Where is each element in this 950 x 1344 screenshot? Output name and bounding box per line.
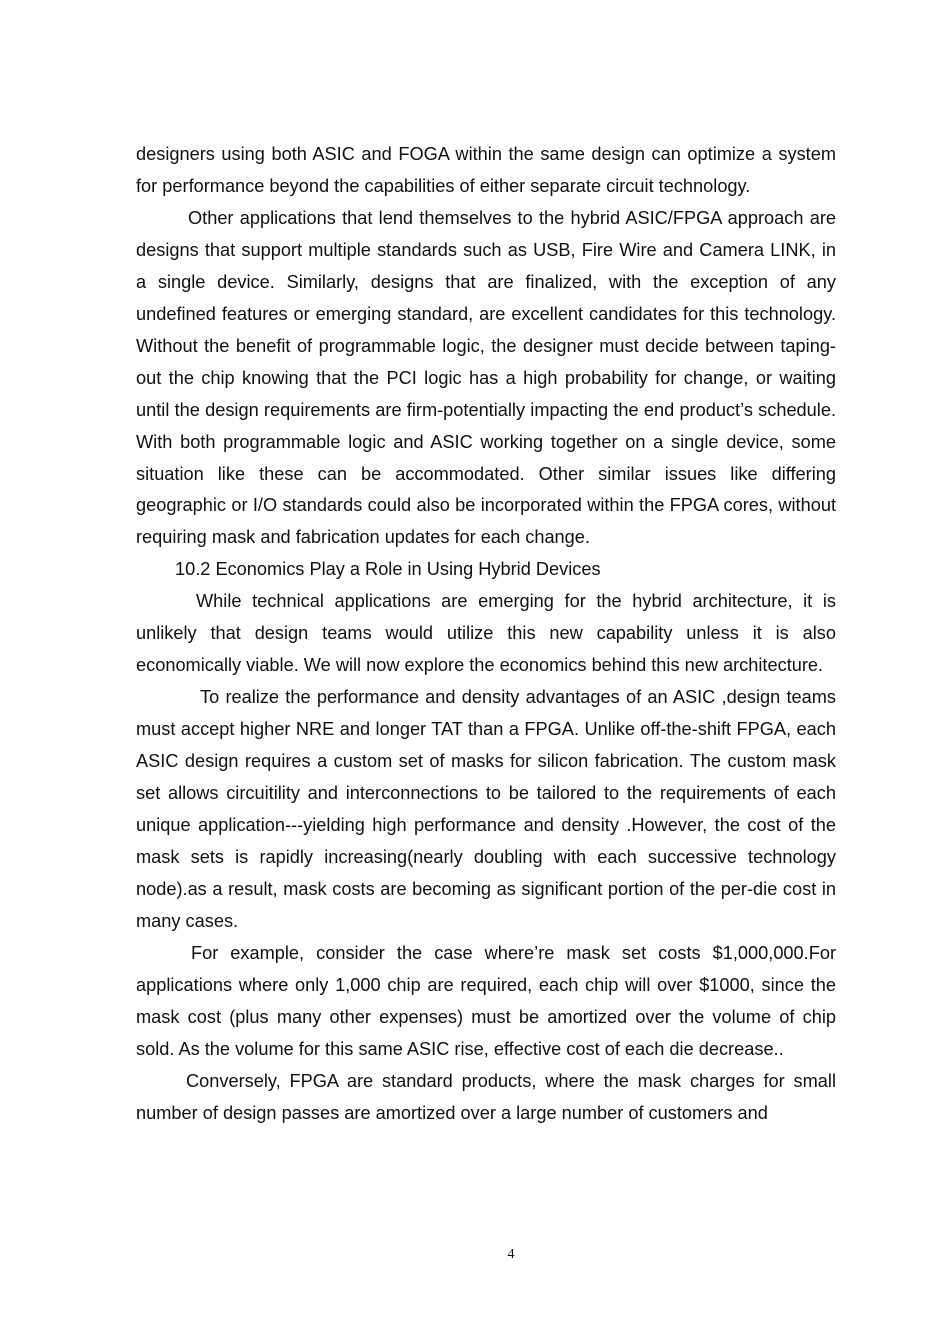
page-number: 4 [507, 1247, 515, 1262]
paragraph-continuation: designers using both ASIC and FOGA within the same design can optimize a system for performance beyond the capabilities of either separate circuit technology. [136, 144, 836, 196]
paragraph-cost-example: For example, consider the case where’re mask set costs $1,000,000.For applications where only 1,000 chip are required, each chip will over $1000, since the mask cost (plus many other expenses) must be amortized over the volume of chip sold. As the volume for this same ASIC rise, effective cost of each die decrease.. [136, 942, 836, 1059]
body-text [136, 139, 836, 1130]
paragraph-asic-masks: To realize the performance and density advantages of an ASIC ,design teams must accept higher NRE and longer TAT than a FPGA. Unlike off-the-shift FPGA, each ASIC design requires a custom set of masks for silicon fabrication. The custom mask set allows circuitility and interconnections to be tailored to the requirements of each unique application---yielding high performance and density .However, the cost of the mask sets is rapidly increasing(nearly doubling with each successive technology node).as a result, mask costs are becoming as significant portion of the per-die cost in many cases. [136, 687, 836, 931]
paragraph-hybrid-applications: Other applications that lend themselves to the hybrid ASIC/FPGA approach are designs that support multiple standards such as USB, Fire Wire and Camera LINK, in a single device. Similarly, designs that are finalized, with the exception of any undefined features or emerging standard, are excellent candidates for this technology. Without the benefit of programmable logic, the designer must decide between taping-out the chip knowing that the PCI logic has a high probability for change, or waiting until the design requirements are firm-potentially impacting the end product’s schedule. With both programmable logic and ASIC working together on a single device, some situation like these can be accommodated. Other similar issues like differing geographic or I/O standards could also be incorporated within the FPGA cores, without requiring mask and fabrication updates for each change. [136, 207, 836, 548]
paragraph-economics-intro: While technical applications are emerging for the hybrid architecture, it is unlikely that design teams would utilize this new capability unless it is also economically viable. We will now explore the economics behind this new architecture. [136, 591, 836, 676]
section-heading: 10.2 Economics Play a Role in Using Hybrid Devices [175, 559, 601, 580]
paragraph-fpga-standard: Conversely, FPGA are standard products, where the mask charges for small number of design passes are amortized over a large number of customers and [136, 1070, 836, 1123]
